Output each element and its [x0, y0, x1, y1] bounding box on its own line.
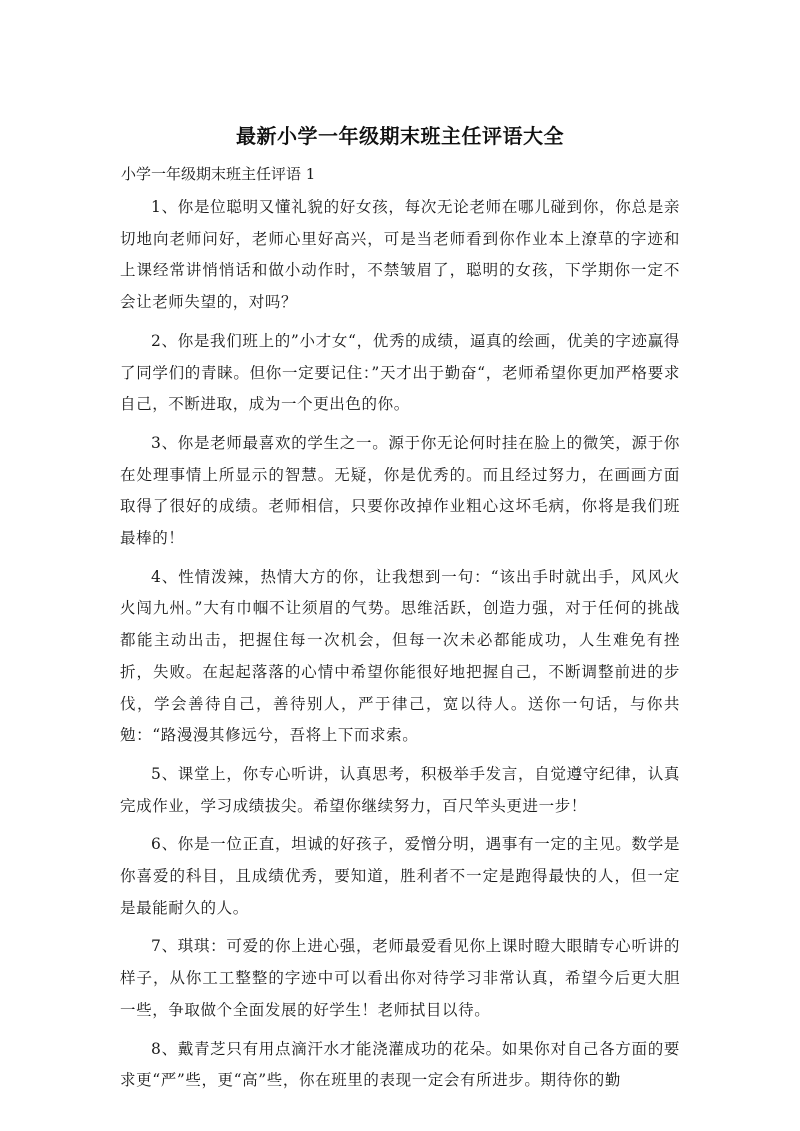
comment-paragraph-8: 8、戴青芝只有用点滴汗水才能浇灌成功的花朵。如果你对自己各方面的要求更“严”些，更“高”些，你在班里的表现一定会有所进步。期待你的勤 [120, 1039, 680, 1090]
page-title: 最新小学一年级期末班主任评语大全 [236, 124, 564, 148]
comment-paragraph-3: 3、你是老师最喜欢的学生之一。源于你无论何时挂在脸上的微笑，源于你在处理事情上所显示的智慧。无疑，你是优秀的。而且经过努力，在画画方面取得了很好的成绩。老师相信，只要你改掉作业粗心这坏毛病，你将是我们班最棒的！ [120, 433, 680, 548]
comment-paragraph-7: 7、琪琪：可爱的你上进心强，老师最爱看见你上课时瞪大眼睛专心听讲的样子，从你工工整整的字迹中可以看出你对待学习非常认真，希望今后更大胆一些，争取做个全面发展的好学生！老师拭目以待。 [120, 937, 680, 1019]
comment-paragraph-4: 4、性情泼辣，热情大方的你，让我想到一句：“该出手时就出手，风风火火闯九州。”大有巾帼不让须眉的气势。思维活跃，创造力强，对于任何的挑战都能主动出击，把握住每一次机会，但每一次未必都能成功，人生难免有挫折，失败。在起起落落的心情中希望你能很好地把握自己，不断调整前进的步伐，学会善待自己，善待别人，严于律己，宽以待人。送你一句话，与你共勉：“路漫漫其修远兮，吾将上下而求索。 [120, 567, 680, 745]
comment-paragraph-1: 1、你是位聪明又懂礼貌的好女孩，每次无论老师在哪儿碰到你，你总是亲切地向老师问好，老师心里好高兴，可是当老师看到你作业本上潦草的字迹和上课经常讲悄悄话和做小动作时，不禁皱眉了，聪明的女孩，下学期你一定不会让老师失望的，对吗？ [120, 198, 680, 312]
comment-paragraph-6: 6、你是一位正直，坦诚的好孩子，爱憎分明，遇事有一定的主见。数学是你喜爱的科目，且成绩优秀，要知道，胜利者不一定是跑得最快的人，但一定是最能耐久的人。 [120, 835, 680, 917]
comment-paragraph-5: 5、课堂上，你专心听讲，认真思考，积极举手发言，自觉遵守纪律，认真完成作业，学习成绩拔尖。希望你继续努力，百尺竿头更进一步！ [120, 764, 680, 815]
document-body [120, 192, 680, 1104]
comment-paragraph-2: 2、你是我们班上的”小才女“，优秀的成绩，逼真的绘画，优美的字迹赢得了同学们的青睐。但你一定要记住：”天才出于勤奋“，老师希望你更加严格要求自己，不断进取，成为一个更出色的你。 [120, 331, 680, 414]
section-subtitle: 小学一年级期末班主任评语 1 [121, 165, 316, 183]
